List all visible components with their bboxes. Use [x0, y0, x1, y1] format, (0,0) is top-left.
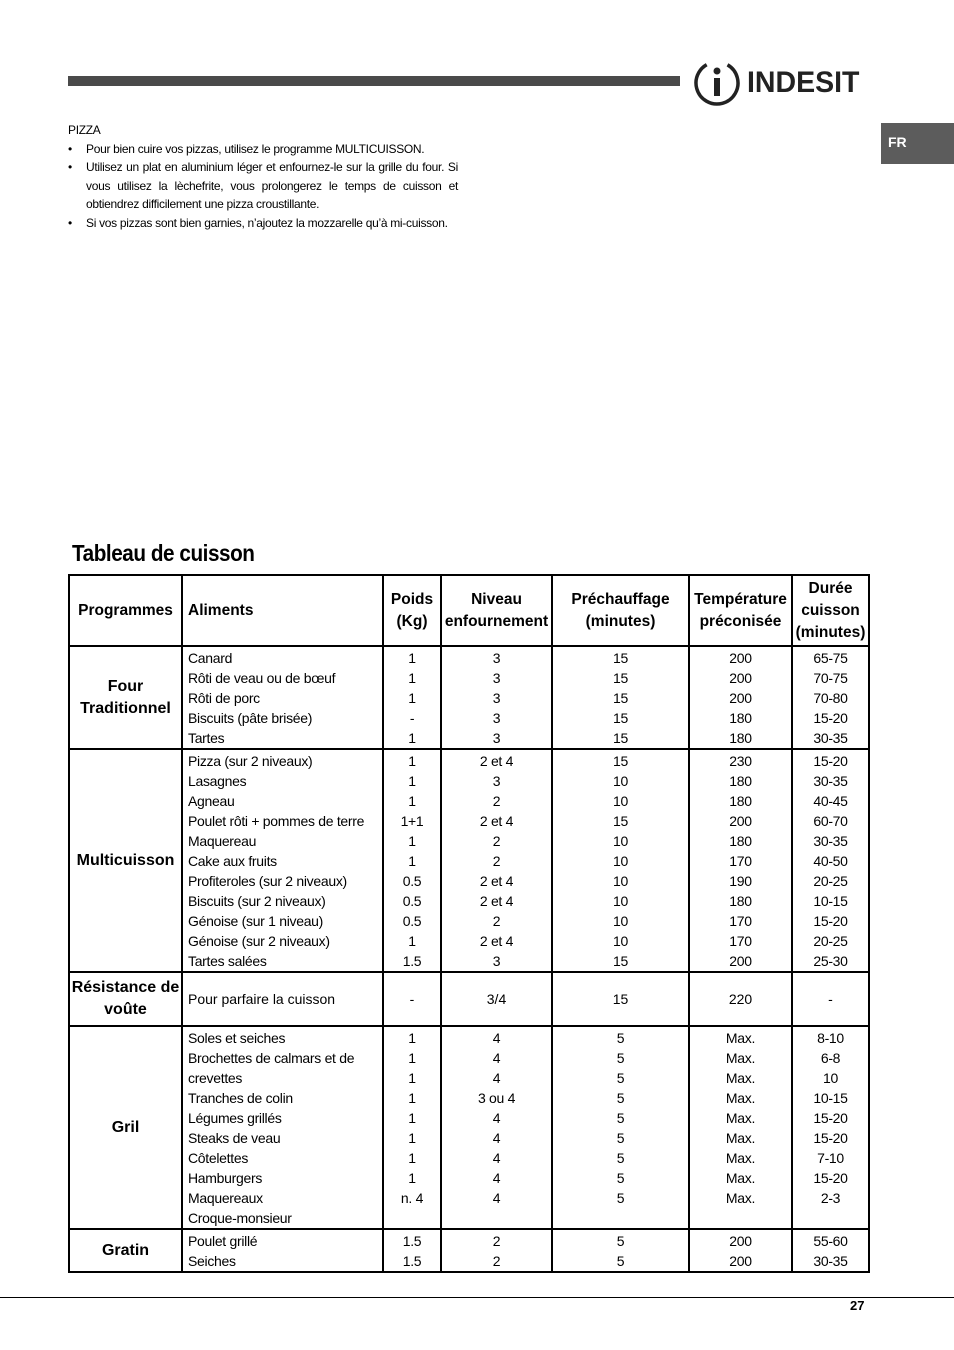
prechauffage-value: 15 — [613, 650, 628, 666]
niveau-value: 3 — [492, 953, 501, 969]
duree-value: 30-35 — [813, 833, 848, 849]
prechauffage-value: 5 — [616, 1030, 625, 1046]
temperature-value: 200 — [729, 670, 752, 686]
aliment-value: Légumes grillés — [188, 1110, 282, 1126]
prechauffage-cell — [552, 1026, 689, 1229]
niveau-cell — [441, 1229, 552, 1272]
duree-value: 30-35 — [813, 730, 848, 746]
duree-value: 70-80 — [813, 690, 848, 706]
aliment-value: Biscuits (sur 2 niveaux) — [188, 893, 326, 909]
prechauffage-value: 5 — [616, 1150, 625, 1166]
niveau-value: 2 et 4 — [479, 873, 514, 889]
prechauffage-value: 5 — [616, 1190, 625, 1206]
temperature-value: Max. — [725, 1130, 756, 1146]
duree-value: 15-20 — [813, 710, 848, 726]
aliment-value: Tartes — [188, 730, 225, 746]
header-bar — [68, 76, 680, 86]
niveau-value: 2 — [492, 913, 501, 929]
poids-value: 1 — [408, 1030, 416, 1046]
poids-value: 1 — [408, 650, 416, 666]
niveau-value: 3 — [492, 650, 501, 666]
duree-cell — [792, 749, 869, 972]
poids-value: 1.5 — [402, 1233, 422, 1249]
temperature-value: 200 — [729, 690, 752, 706]
niveau-value: 2 — [492, 793, 501, 809]
poids-value: 0.5 — [402, 913, 422, 929]
indesit-logo — [693, 58, 865, 108]
aliment-value: Hamburgers — [188, 1170, 263, 1186]
niveau-cell — [441, 646, 552, 749]
prechauffage-value: 5 — [616, 1070, 625, 1086]
poids-value: 1 — [408, 793, 416, 809]
aliment-value: Génoise (sur 2 niveaux) — [188, 933, 330, 949]
poids-value: 1 — [408, 753, 416, 769]
brand-name: INDESIT — [747, 66, 860, 99]
aliment-value: Rôti de porc — [188, 690, 260, 706]
temperature-value: 180 — [729, 793, 752, 809]
aliment-value: Soles et seiches — [188, 1030, 286, 1046]
prechauffage-cell — [552, 1229, 689, 1272]
temperature-value: Max. — [725, 1150, 756, 1166]
duree-value: 7-10 — [817, 1150, 844, 1166]
header-duree: Durée cuisson (minutes) — [792, 575, 869, 646]
duree-value: 15-20 — [813, 1170, 848, 1186]
temperature-value: 200 — [729, 953, 752, 969]
prechauffage-value: 15 — [613, 710, 628, 726]
prechauffage-value: 15 — [613, 690, 628, 706]
poids-value: 1 — [408, 773, 416, 789]
temperature-cell — [689, 1229, 792, 1272]
niveau-value: 2 — [492, 1233, 501, 1249]
temperature-value: 180 — [729, 893, 752, 909]
aliment-value: Poulet rôti + pommes de terre — [188, 813, 365, 829]
temperature-cell — [689, 646, 792, 749]
aliment-value: Agneau — [188, 793, 235, 809]
prechauffage-value: 10 — [613, 793, 628, 809]
aliment-value: Profiteroles (sur 2 niveaux) — [188, 873, 347, 889]
poids-value: 1 — [408, 833, 416, 849]
programme-cell: Gratin — [69, 1229, 182, 1272]
duree-value: 25-30 — [813, 953, 848, 969]
temperature-value: 200 — [729, 1253, 752, 1269]
table-title: Tableau de cuisson — [72, 540, 255, 566]
duree-value: 15-20 — [813, 753, 848, 769]
aliment-value: Tranches de colin — [188, 1090, 293, 1106]
duree-value — [793, 1208, 868, 1228]
aliment-value: Seiches — [188, 1253, 236, 1269]
header-niveau: Niveau enfournement — [441, 575, 552, 646]
poids-cell — [383, 1026, 441, 1229]
temperature-value — [690, 1208, 791, 1228]
prechauffage-value: 15 — [613, 813, 628, 829]
temperature-value: Max. — [725, 1070, 756, 1086]
niveau-value: 2 — [492, 1253, 501, 1269]
logo-emblem-icon — [693, 59, 741, 107]
aliment-value: Génoise (sur 1 niveau) — [188, 913, 324, 929]
niveau-value: 3 ou 4 — [477, 1090, 516, 1106]
temperature-value: 180 — [729, 773, 752, 789]
duree-value: 30-35 — [813, 773, 848, 789]
prechauffage-value: 15 — [613, 670, 628, 686]
niveau-value: 4 — [492, 1050, 501, 1066]
header-prechauffage: Préchauffage (minutes) — [552, 575, 689, 646]
poids-value: 1 — [408, 730, 416, 746]
poids-value: 1+1 — [400, 813, 424, 829]
niveau-value: 3 — [492, 730, 501, 746]
niveau-value: 4 — [492, 1030, 501, 1046]
duree-value: 70-75 — [813, 670, 848, 686]
aliment-value: Tartes salées — [188, 953, 267, 969]
temperature-value: 170 — [729, 913, 752, 929]
niveau-cell — [441, 1026, 552, 1229]
poids-value: 1 — [408, 853, 416, 869]
temperature-value: 180 — [729, 833, 752, 849]
temperature-cell: 220 — [689, 972, 792, 1026]
aliment-value: Biscuits (pâte brisée) — [188, 710, 313, 726]
header-poids: Poids (Kg) — [383, 575, 441, 646]
duree-value: 40-45 — [813, 793, 848, 809]
table-row — [69, 1026, 869, 1229]
poids-value: 1 — [408, 1070, 416, 1086]
poids-value: 1 — [408, 1110, 416, 1126]
prechauffage-value: 10 — [613, 833, 628, 849]
poids-value: 0.5 — [402, 873, 422, 889]
poids-value — [384, 1208, 440, 1228]
prechauffage-value: 5 — [616, 1253, 625, 1269]
temperature-cell — [689, 1026, 792, 1229]
niveau-value: 4 — [492, 1130, 501, 1146]
poids-value: 1 — [408, 1050, 416, 1066]
niveau-value: 4 — [492, 1110, 501, 1126]
programme-cell: Résistance de voûte — [69, 972, 182, 1026]
duree-cell: - — [792, 972, 869, 1026]
duree-value: 8-10 — [817, 1030, 844, 1046]
duree-value: 10 — [823, 1070, 838, 1086]
prechauffage-value: 5 — [616, 1050, 625, 1066]
aliment-value: Cake aux fruits — [188, 853, 277, 869]
duree-value: 15-20 — [813, 1110, 848, 1126]
aliment-cell — [182, 749, 383, 972]
niveau-value: 2 — [492, 833, 501, 849]
duree-value: 10-15 — [813, 1090, 848, 1106]
temperature-value: Max. — [725, 1030, 756, 1046]
pizza-title: PIZZA — [68, 123, 101, 137]
aliment-cell — [182, 646, 383, 749]
aliment-cell — [182, 1229, 383, 1272]
duree-value: 55-60 — [813, 1233, 848, 1249]
prechauffage-value: 10 — [613, 873, 628, 889]
duree-value: 10-15 — [813, 893, 848, 909]
niveau-value: 2 — [492, 853, 501, 869]
programme-cell: Gril — [69, 1026, 182, 1229]
niveau-value: 3 — [492, 710, 501, 726]
prechauffage-value: 15 — [613, 753, 628, 769]
temperature-value: 230 — [729, 753, 752, 769]
duree-value: 20-25 — [813, 933, 848, 949]
niveau-value: 3 — [492, 690, 501, 706]
niveau-value: 4 — [492, 1150, 501, 1166]
poids-value: - — [409, 710, 415, 726]
prechauffage-value: 10 — [613, 893, 628, 909]
pizza-tip: • Utilisez un plat en aluminium léger et enfournez-le sur la grille du four. Si vous utilisez la lèchefrite, vous prolongerez le temps de cuisson et obtiendrez difficilement une pizza croustillante. — [68, 158, 458, 214]
temperature-value: 200 — [729, 650, 752, 666]
duree-cell — [792, 646, 869, 749]
niveau-value: 3 — [492, 670, 501, 686]
temperature-value: Max. — [725, 1170, 756, 1186]
table-row — [69, 1229, 869, 1272]
poids-value: 1 — [408, 1150, 416, 1166]
header-temperature: Température préconisée — [689, 575, 792, 646]
temperature-value: 190 — [729, 873, 752, 889]
aliment-value: Croque-monsieur — [188, 1210, 292, 1226]
aliment-value: Brochettes de calmars et de — [188, 1050, 355, 1066]
aliment-value: Lasagnes — [188, 773, 247, 789]
temperature-value: 180 — [729, 730, 752, 746]
duree-value: 15-20 — [813, 913, 848, 929]
table-body — [69, 646, 869, 1272]
duree-cell — [792, 1026, 869, 1229]
temperature-value: Max. — [725, 1050, 756, 1066]
prechauffage-value: 10 — [613, 933, 628, 949]
niveau-cell — [441, 749, 552, 972]
temperature-cell — [689, 749, 792, 972]
prechauffage-value: 5 — [616, 1233, 625, 1249]
aliment-value: Poulet grillé — [188, 1233, 258, 1249]
temperature-value: 170 — [729, 853, 752, 869]
poids-value: 1 — [408, 1170, 416, 1186]
prechauffage-cell: 15 — [552, 972, 689, 1026]
cooking-table — [68, 574, 870, 1273]
duree-value: 6-8 — [820, 1050, 841, 1066]
poids-cell — [383, 1229, 441, 1272]
niveau-value: 2 et 4 — [479, 933, 514, 949]
temperature-value: Max. — [725, 1110, 756, 1126]
poids-cell: - — [383, 972, 441, 1026]
temperature-value: Max. — [725, 1090, 756, 1106]
poids-value: 0.5 — [402, 893, 422, 909]
poids-value: 1.5 — [402, 953, 422, 969]
niveau-value: 2 et 4 — [479, 893, 514, 909]
poids-value: 1 — [408, 1090, 416, 1106]
duree-value: 20-25 — [813, 873, 848, 889]
table-row — [69, 749, 869, 972]
niveau-value: 2 et 4 — [479, 753, 514, 769]
programme-cell: Four Traditionnel — [69, 646, 182, 749]
duree-value: 65-75 — [813, 650, 848, 666]
table-row — [69, 972, 869, 1026]
temperature-value: Max. — [725, 1190, 756, 1206]
footer-rule — [0, 1297, 954, 1298]
duree-value: 40-50 — [813, 853, 848, 869]
duree-value: 15-20 — [813, 1130, 848, 1146]
niveau-cell: 3/4 — [441, 972, 552, 1026]
prechauffage-value: 10 — [613, 913, 628, 929]
poids-value: 1 — [408, 690, 416, 706]
header-programmes: Programmes — [69, 575, 182, 646]
programme-cell: Multicuisson — [69, 749, 182, 972]
prechauffage-cell — [552, 646, 689, 749]
duree-value: 60-70 — [813, 813, 848, 829]
aliment-value: Rôti de veau ou de bœuf — [188, 670, 336, 686]
aliment-value: crevettes — [188, 1070, 243, 1086]
duree-cell — [792, 1229, 869, 1272]
niveau-value: 4 — [492, 1170, 501, 1186]
poids-value: 1 — [408, 670, 416, 686]
pizza-tips — [68, 140, 458, 233]
prechauffage-value — [553, 1208, 688, 1228]
table-row — [69, 646, 869, 749]
aliment-value: Côtelettes — [188, 1150, 249, 1166]
niveau-value — [442, 1208, 551, 1228]
duree-value: 2-3 — [820, 1190, 841, 1206]
niveau-value: 4 — [492, 1070, 501, 1086]
prechauffage-value: 5 — [616, 1090, 625, 1106]
prechauffage-value: 15 — [613, 953, 628, 969]
poids-value: 1 — [408, 1130, 416, 1146]
aliment-cell: Pour parfaire la cuisson — [182, 972, 383, 1026]
aliment-value: Maquereaux — [188, 1190, 263, 1206]
niveau-value: 4 — [492, 1190, 501, 1206]
pizza-tip: • Pour bien cuire vos pizzas, utilisez le programme MULTICUISSON. — [68, 140, 458, 159]
prechauffage-value: 5 — [616, 1130, 625, 1146]
prechauffage-cell — [552, 749, 689, 972]
table-header-row — [69, 575, 869, 646]
aliment-value: Maquereau — [188, 833, 257, 849]
prechauffage-value: 15 — [613, 730, 628, 746]
aliment-value: Canard — [188, 650, 233, 666]
poids-cell — [383, 646, 441, 749]
pizza-section — [68, 121, 458, 232]
temperature-value: 200 — [729, 1233, 752, 1249]
prechauffage-value: 10 — [613, 853, 628, 869]
niveau-value: 2 et 4 — [479, 813, 514, 829]
poids-value: 1.5 — [402, 1253, 422, 1269]
header-aliments: Aliments — [182, 575, 383, 646]
temperature-value: 180 — [729, 710, 752, 726]
language-tab: FR — [881, 123, 954, 164]
niveau-value: 3 — [492, 773, 501, 789]
prechauffage-value: 5 — [616, 1110, 625, 1126]
prechauffage-value: 5 — [616, 1170, 625, 1186]
temperature-value: 200 — [729, 813, 752, 829]
poids-value: 1 — [408, 933, 416, 949]
aliment-value: Pizza (sur 2 niveaux) — [188, 753, 313, 769]
poids-value: n. 4 — [400, 1190, 424, 1206]
prechauffage-value: 10 — [613, 773, 628, 789]
aliment-cell — [182, 1026, 383, 1229]
pizza-tip: • Si vos pizzas sont bien garnies, n’ajoutez la mozzarelle qu’à mi-cuisson. — [68, 214, 458, 233]
temperature-value: 170 — [729, 933, 752, 949]
duree-value: 30-35 — [813, 1253, 848, 1269]
page-number: 27 — [850, 1298, 865, 1313]
poids-cell — [383, 749, 441, 972]
aliment-value: Steaks de veau — [188, 1130, 281, 1146]
